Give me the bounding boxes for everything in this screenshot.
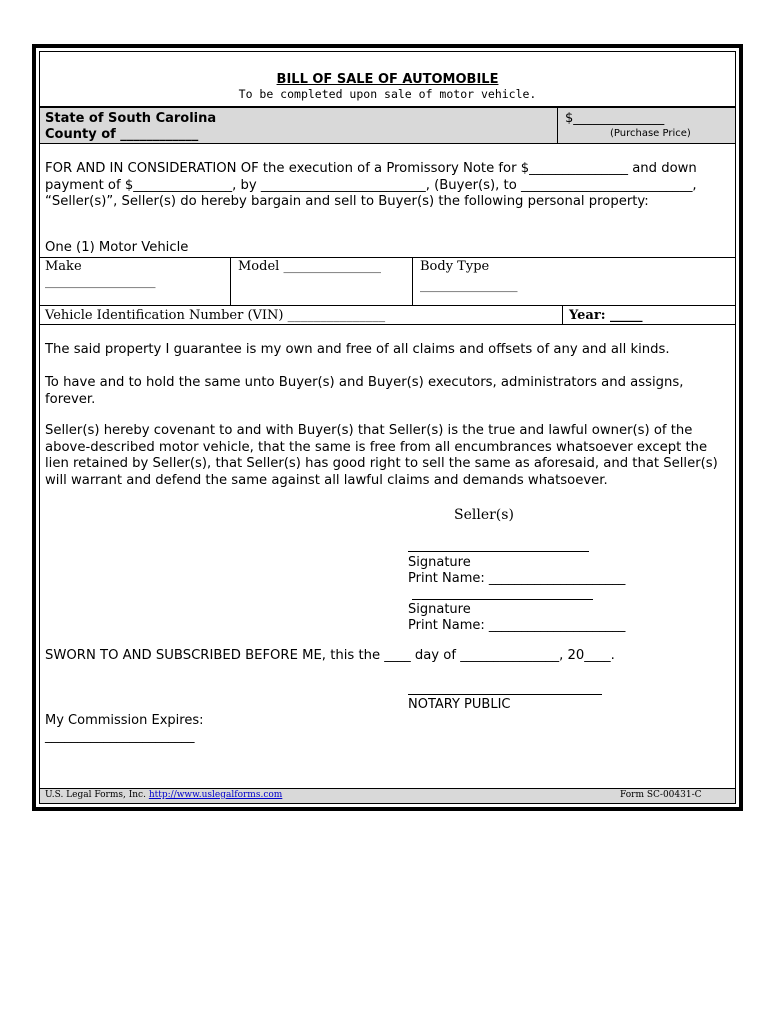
document-subtitle: To be completed upon sale of motor vehicle. xyxy=(238,87,537,101)
signature-line-2[interactable] xyxy=(412,599,593,600)
purchase-price-field[interactable]: $______________ xyxy=(565,111,665,126)
notary-public-label: NOTARY PUBLIC xyxy=(408,697,511,712)
signature-label-1: Signature xyxy=(408,555,471,570)
body-type-label: Body Type xyxy=(420,259,490,274)
consideration-paragraph: FOR AND IN CONSIDERATION OF the execution of a Promissory Note for $_______________ and down payment of $_______________, by _________________________, (Buyer(s), to __________________________, “Seller(s)”, Seller(s) do hereby bargain and sell to Buyer(s) the following personal property: xyxy=(45,161,697,209)
purchase-price-label: (Purchase Price) xyxy=(610,128,691,139)
signature-label-2: Signature xyxy=(408,602,471,617)
vehicle-table-top-rule xyxy=(40,257,735,258)
form-body xyxy=(39,51,736,804)
vehicle-table-divider-1 xyxy=(230,257,231,305)
band-divider xyxy=(557,108,558,143)
state-line: State of South Carolina xyxy=(45,111,217,126)
form-number: Form SC-00431-C xyxy=(620,790,702,800)
print-name-field-2[interactable]: Print Name: _____________________ xyxy=(408,618,626,633)
footer-website-link[interactable]: http://www.uslegalforms.com xyxy=(148,790,283,800)
document-title: BILL OF SALE OF AUTOMOBILE xyxy=(276,72,499,87)
make-label: Make xyxy=(45,259,82,274)
vin-field[interactable]: Vehicle Identification Number (VIN) _______________ xyxy=(45,308,386,323)
form-footer xyxy=(40,788,735,803)
vehicle-count: One (1) Motor Vehicle xyxy=(45,240,189,255)
form-outer-border xyxy=(32,44,743,811)
signature-line-1[interactable] xyxy=(408,551,589,552)
print-name-field-1[interactable]: Print Name: _____________________ xyxy=(408,571,626,586)
county-line[interactable]: County of ____________ xyxy=(45,127,199,142)
guarantee-paragraph: The said property I guarantee is my own and free of all claims and offsets of any and all kinds. xyxy=(45,342,670,357)
vehicle-table-bottom-rule xyxy=(40,305,735,306)
footer-company-name: U.S. Legal Forms, Inc. xyxy=(45,790,146,800)
jurisdiction-block xyxy=(45,111,216,143)
hold-paragraph: To have and to hold the same unto Buyer(s) and Buyer(s) executors, administrators and assigns, forever. xyxy=(45,375,684,407)
sworn-statement: SWORN TO AND SUBSCRIBED BEFORE ME, this the ____ day of _______________, 20____. xyxy=(45,648,615,663)
vin-row-bottom-rule xyxy=(40,324,735,325)
vin-row-divider xyxy=(562,305,563,324)
commission-expires-field[interactable]: _______________________ xyxy=(45,729,195,744)
commission-expires-label: My Commission Expires: xyxy=(45,713,204,728)
covenant-paragraph: Seller(s) hereby covenant to and with Buyer(s) that Seller(s) is the true and lawful owner(s) of the above-described motor vehicle, that the same is free from all encumbrances whatsoever except the lien retained by Seller(s), that Seller(s) has good right to sell the same as aforesaid, and that Seller(s) will warrant and defend the same against all lawful claims and demands whatsoever. xyxy=(45,423,718,488)
notary-signature-line[interactable] xyxy=(408,694,602,695)
body-type-field[interactable]: _______________ xyxy=(420,278,518,293)
jurisdiction-band xyxy=(40,106,735,144)
vehicle-table-divider-2 xyxy=(412,257,413,305)
sellers-heading: Seller(s) xyxy=(454,507,514,523)
model-field[interactable]: Model _______________ xyxy=(238,259,381,274)
footer-company xyxy=(45,790,282,800)
year-field[interactable]: Year: _____ xyxy=(569,308,643,323)
make-field[interactable]: _________________ xyxy=(45,274,156,289)
